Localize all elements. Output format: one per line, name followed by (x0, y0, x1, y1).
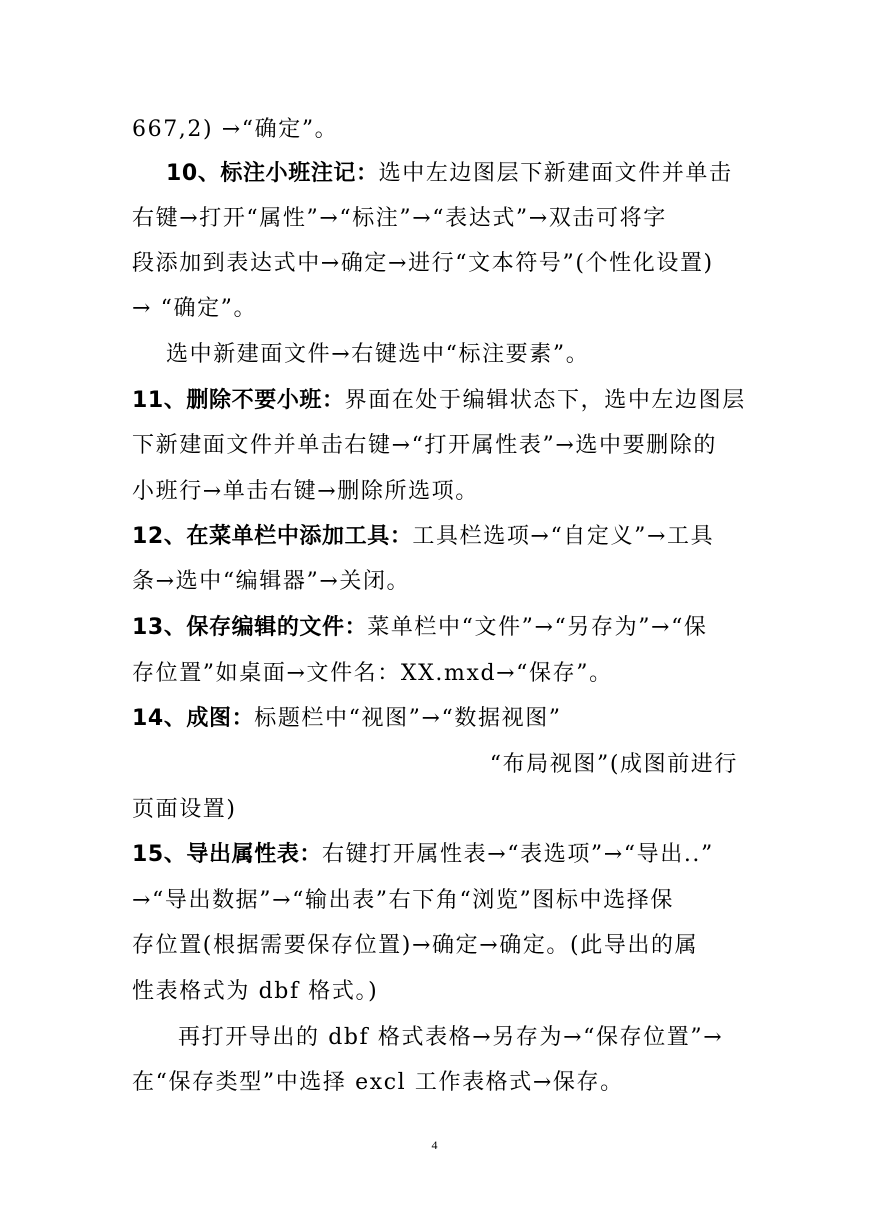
section-11-heading: 11、删除不要小班：界面在处于编辑状态下，选中左边图层 (132, 388, 746, 413)
section-10-heading: 10、标注小班注记：选中左边图层下新建面文件并单击 (166, 161, 733, 186)
section-13-heading: 13、保存编辑的文件：菜单栏中“文件”→“另存为”→“保 (132, 615, 708, 640)
text-line: →“导出数据”→“输出表”右下角“浏览”图标中选择保 (132, 888, 674, 913)
text-line: 667,2) →“确定”。 (132, 117, 339, 142)
text-line: 存位置”如桌面→文件名：XX.mxd→“保存”。 (132, 661, 613, 686)
section-14-heading: 14、成图：标题栏中“视图”→“数据视图” (132, 706, 562, 731)
text-line: 存位置(根据需要保存位置)→确定→确定。(此导出的属 (132, 933, 699, 958)
text-line: 在“保存类型”中选择 excl 工作表格式→保存。 (132, 1070, 624, 1095)
text-line: 小班行→单击右键→删除所选项。 (132, 479, 479, 504)
text-line: 性表格式为 dbf 格式。) (132, 979, 379, 1004)
text-line: 再打开导出的 dbf 格式表格→另存为→“保存位置”→ (178, 1025, 724, 1050)
text-line: “布局视图”(成图前进行 (489, 752, 738, 777)
text-line: 页面设置) (132, 797, 237, 822)
text-line: → “确定”。 (132, 296, 258, 321)
text-line: 选中新建面文件→右键选中“标注要素”。 (166, 342, 590, 367)
text-line: 右键→打开“属性”→“标注”→“表达式”→双击可将字 (132, 206, 667, 231)
text-line: 下新建面文件并单击右键→“打开属性表”→选中要删除的 (132, 433, 717, 458)
section-12-heading: 12、在菜单栏中添加工具：工具栏选项→“自定义”→工具 (132, 524, 715, 549)
text-line: 条→选中“编辑器”→关闭。 (132, 569, 411, 594)
text-line: 段添加到表达式中→确定→进行“文本符号”(个性化设置) (132, 251, 714, 276)
page-number: 4 (431, 1138, 438, 1152)
section-15-heading: 15、导出属性表：右键打开属性表→“表选项”→“导出..” (132, 842, 714, 867)
